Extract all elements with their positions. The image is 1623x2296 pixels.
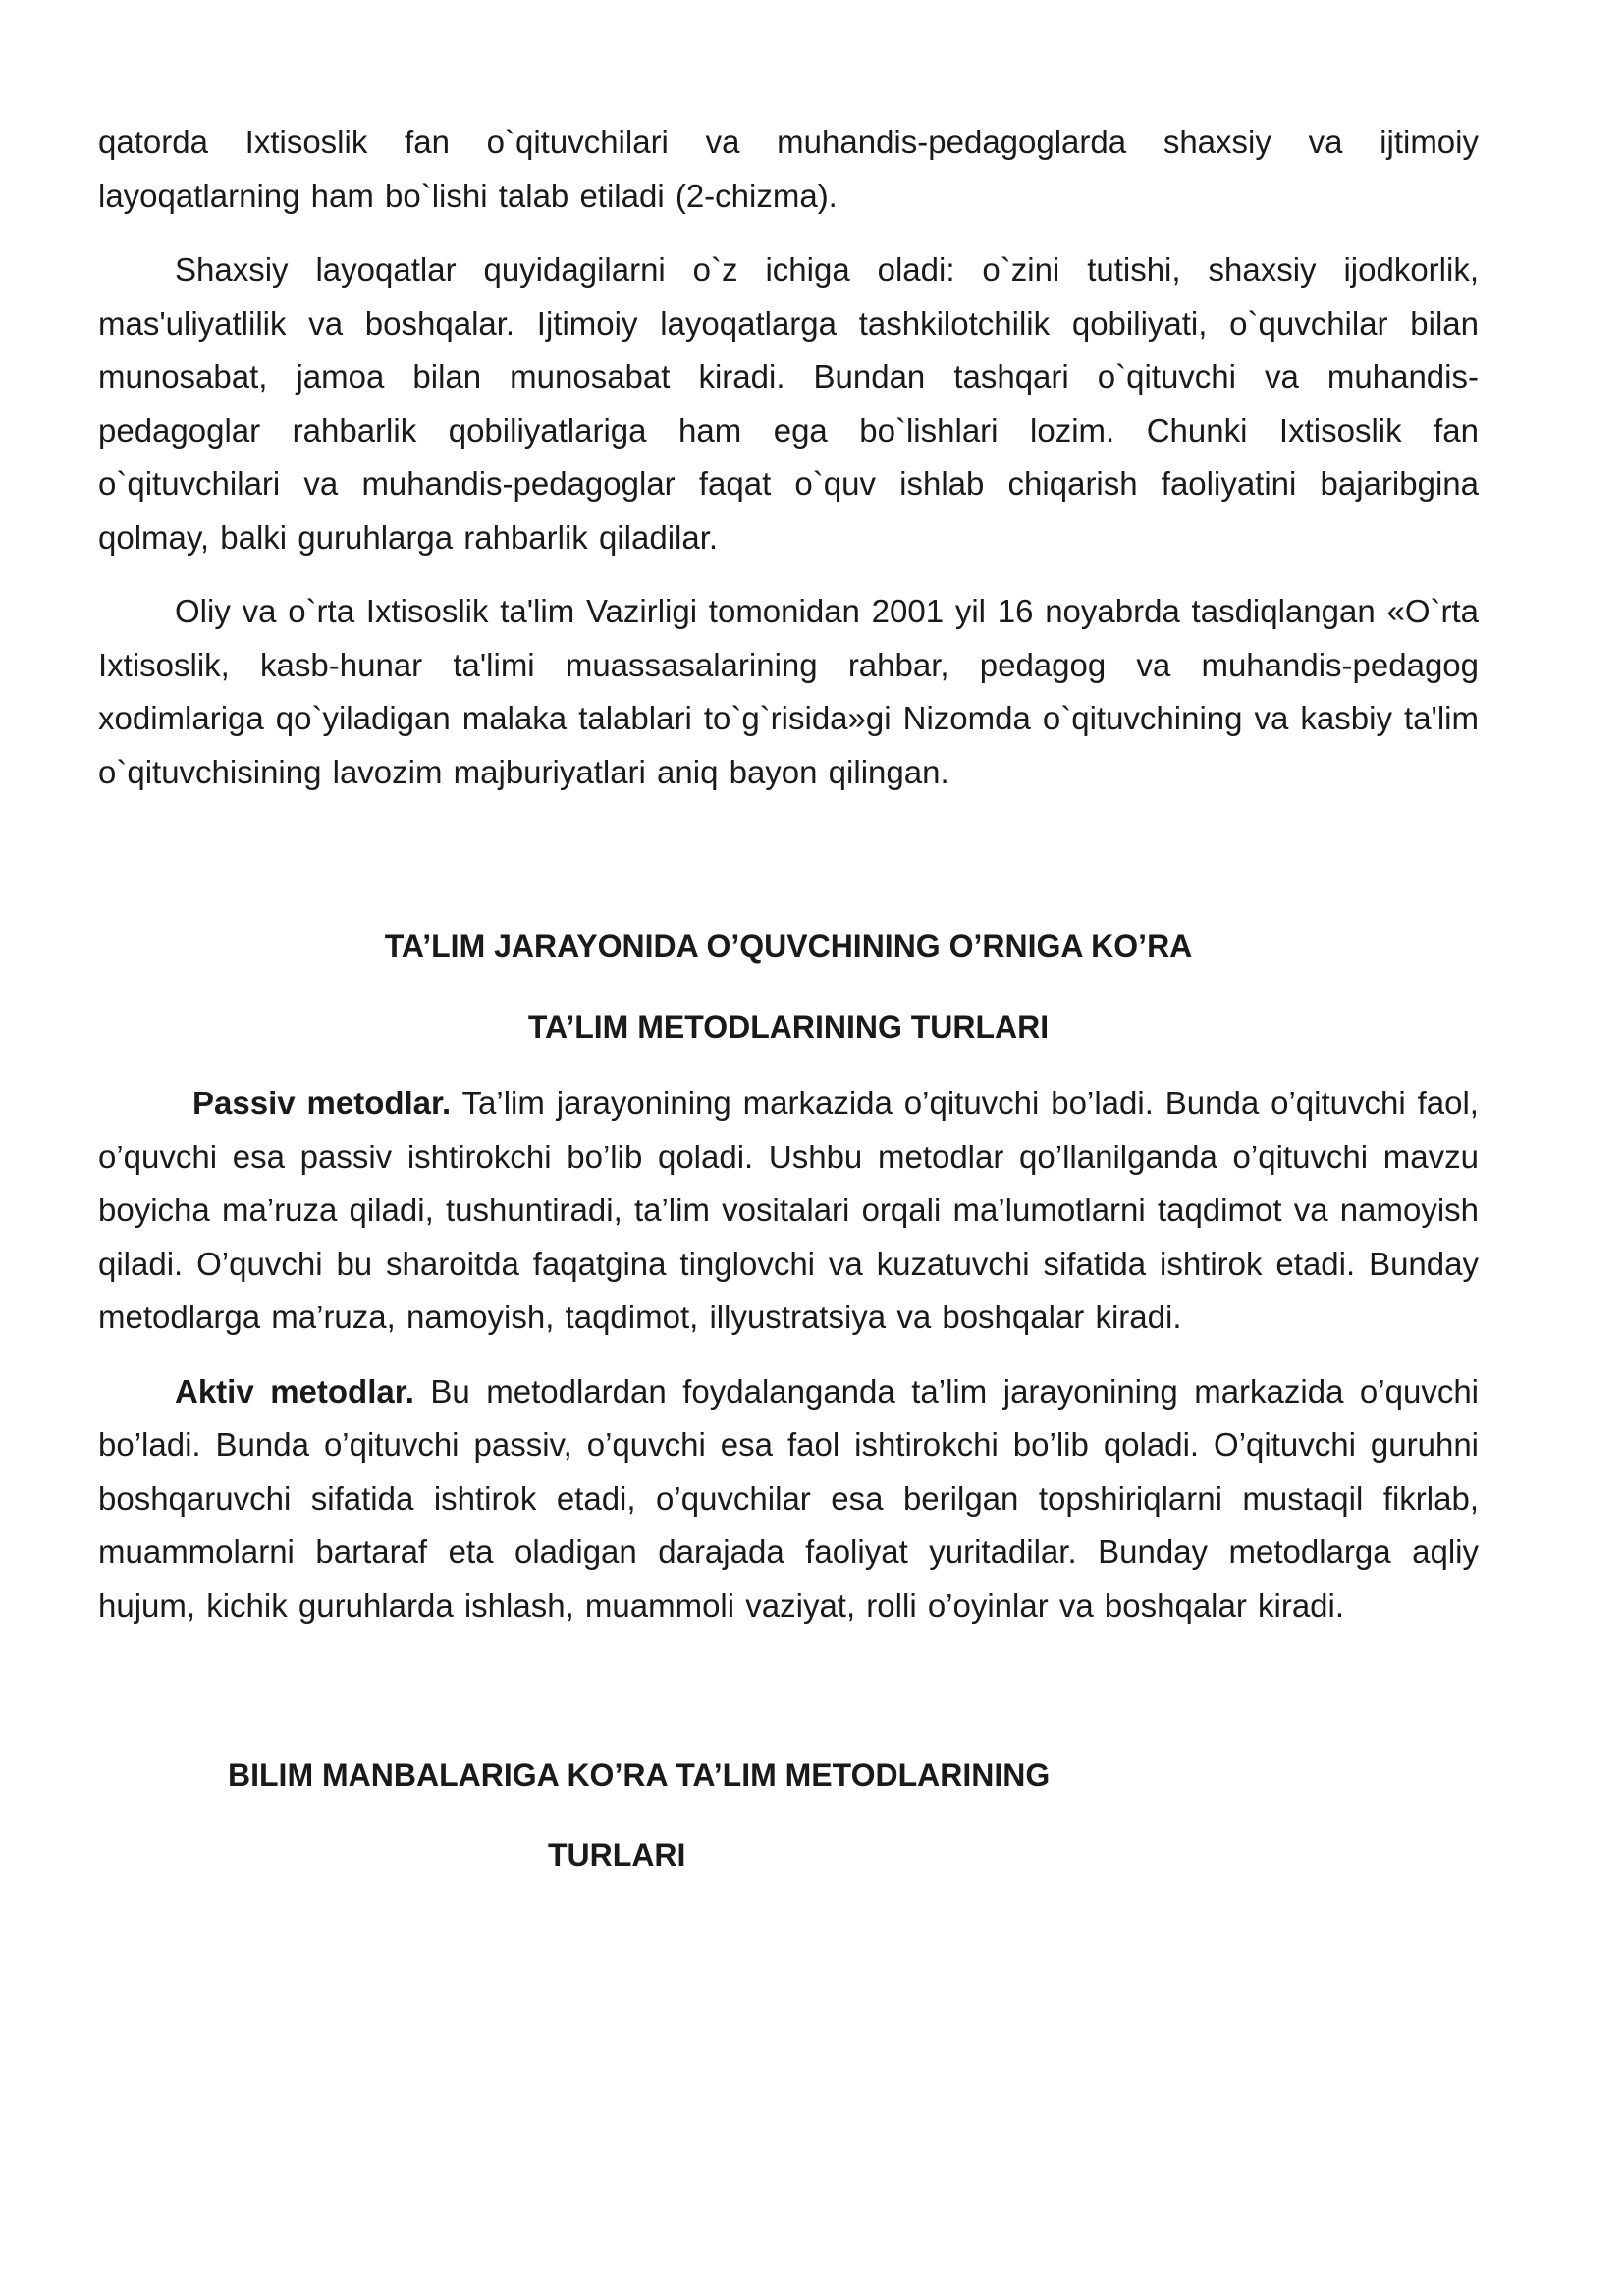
paragraph-layoqatlar-intro: qatorda Ixtisoslik fan o`qituvchilari va muhandis-pedagoglarda shaxsiy va ijtimoiy layoqatlarning ham bo`lishi talab etiladi (2-chizma). — [98, 124, 1479, 214]
document-page — [98, 116, 1479, 1880]
paragraph-aktiv-metodlar — [98, 1365, 1479, 1633]
paragraph-nizom: Oliy va o`rta Ixtisoslik ta'lim Vazirligi tomonidan 2001 yil 16 noyabrda tasdiqlangan «O`rta Ixtisoslik, kasb-hunar ta'limi muassasalarining rahbar, pedagog va muhandis-pedagog xodimlariga qo`yiladigan malaka talablari to`g`risida»gi Nizomda o`qituvchining va kasbiy ta'lim o`qituvchisining lavozim majburiyatlari aniq bayon qilingan. — [98, 593, 1479, 790]
paragraph-shaxsiy-layoqatlar: Shaxsiy layoqatlar quyidagilarni o`z ichiga oladi: o`zini tutishi, shaxsiy ijodkorlik, mas'uliyatlilik va boshqalar. Ijtimoiy layoqatlarga tashkilotchilik qobiliyati, o`quvchilar bilan munosabat, jamoa bilan munosabat kiradi. Bundan tashqari o`qituvchi va muhandis- pedagoglar rahbarlik qobiliyatlariga ham ega bo`lishlari lozim. Chunki Ixtisoslik fan o`qituvchilari va muhandis-pedagoglar faqat o`quv ishlab chiqarish faoliyatini bajaribgina qolmay, balki guruhlarga rahbarlik qiladilar. — [98, 251, 1479, 556]
paragraph-passiv-metodlar — [98, 1077, 1479, 1345]
aktiv-metodlar-text: Bu metodlardan foydalanganda ta’lim jarayonining markazida o’quvchi bo’ladi. Bunda o’qituvchi passiv, o’quvchi esa faol ishtirokchi bo’lib qoladi. O’qituvchi guruhni boshqaruvchi sifatida ishtirok etadi, o’quvchilar esa berilgan topshiriqlarni mustaqil fikrlab, muammolarni bartaraf eta oladigan darajada faoliyat yuritadilar. Bunday metodlarga aqliy hujum, kichik guruhlarda ishlash, muammoli vaziyat, rolli o’oyinlar va boshqalar kiradi. — [98, 1372, 1479, 1624]
aktiv-metodlar-term: Aktiv metodlar. — [175, 1372, 414, 1410]
section-heading-line2: TA’LIM METODLARINING TURLARI — [527, 1009, 1050, 1044]
section2-heading-line1: BILIM MANBALARIGA KO’RA TA’LIM METODLARINING — [228, 1757, 1051, 1792]
section2-heading-line2: TURLARI — [548, 1838, 686, 1873]
passiv-metodlar-term: Passiv metodlar. — [192, 1085, 452, 1121]
passiv-metodlar-text: Ta’lim jarayonining markazida o’qituvchi bo’ladi. Bunda o’qituvchi faol, o’quvchi esa passiv ishtirokchi bo’lib qoladi. Ushbu metodlar qo’llanilganda o’qituvchi mavzu boyicha ma’ruza qiladi, tushuntiradi, ta’lim vositalari orqali ma’lumotlarni taqdimot va namoyish qiladi. O’quvchi bu sharoitda faqatgina tinglovchi va kuzatuvchi sifatida ishtirok etadi. Bunday metodlarga ma’ruza, namoyish, taqdimot, illyustratsiya va boshqalar kiradi. — [98, 1085, 1479, 1335]
section-heading-line1: TA’LIM JARAYONIDA O’QUVCHINING O’RNIGA KO’RA — [384, 929, 1193, 964]
